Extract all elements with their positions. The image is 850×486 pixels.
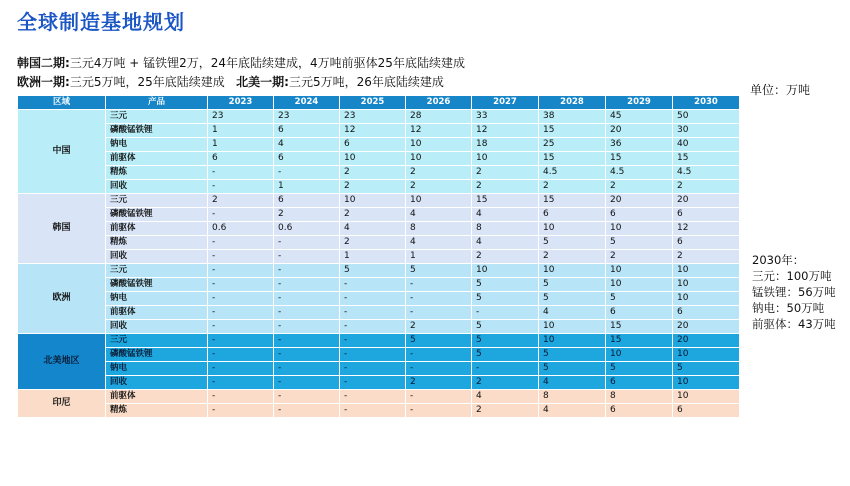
value-cell: 5	[406, 334, 472, 348]
value-cell: 1	[274, 180, 340, 194]
value-cell: 4	[274, 138, 340, 152]
value-cell: 2	[340, 208, 406, 222]
value-cell: 5	[406, 264, 472, 278]
value-cell: 10	[673, 390, 740, 404]
summary-line: 三元：100万吨	[752, 269, 832, 283]
header-year: 2023	[208, 96, 274, 110]
value-cell: 2	[673, 180, 740, 194]
value-cell: -	[208, 306, 274, 320]
value-cell: 10	[673, 278, 740, 292]
table-row	[18, 264, 740, 278]
table-row	[18, 348, 740, 362]
value-cell: 10	[539, 320, 606, 334]
value-cell: 5	[673, 362, 740, 376]
value-cell: -	[208, 250, 274, 264]
value-cell: 5	[472, 292, 539, 306]
unit-label: 单位：万吨	[750, 83, 811, 97]
value-cell: -	[406, 362, 472, 376]
value-cell: 2	[472, 180, 539, 194]
value-cell: -	[340, 306, 406, 320]
note-korea-label: 韩国二期:	[17, 56, 70, 70]
value-cell: 4	[539, 376, 606, 390]
value-cell: 8	[406, 222, 472, 236]
product-cell: 前驱体	[106, 306, 208, 320]
value-cell: -	[274, 390, 340, 404]
value-cell: -	[274, 404, 340, 418]
value-cell: 4	[406, 208, 472, 222]
header-year: 2027	[472, 96, 539, 110]
summary-2030	[752, 252, 836, 332]
product-cell: 前驱体	[106, 390, 208, 404]
header-product: 产品	[106, 96, 208, 110]
value-cell: -	[208, 334, 274, 348]
value-cell: -	[340, 320, 406, 334]
value-cell: 6	[673, 306, 740, 320]
value-cell: -	[406, 278, 472, 292]
value-cell: 30	[673, 124, 740, 138]
value-cell: -	[340, 292, 406, 306]
table-header-row	[18, 96, 740, 110]
value-cell: -	[406, 404, 472, 418]
product-cell: 回收	[106, 376, 208, 390]
value-cell: 12	[406, 124, 472, 138]
table-row	[18, 320, 740, 334]
value-cell: -	[274, 334, 340, 348]
value-cell: 23	[208, 110, 274, 124]
product-cell: 钠电	[106, 138, 208, 152]
product-cell: 三元	[106, 194, 208, 208]
value-cell: 6	[673, 236, 740, 250]
value-cell: 15	[673, 152, 740, 166]
value-cell: 2	[406, 320, 472, 334]
value-cell: 15	[606, 320, 673, 334]
value-cell: -	[208, 404, 274, 418]
value-cell: 2	[472, 166, 539, 180]
value-cell: 8	[539, 390, 606, 404]
value-cell: -	[274, 362, 340, 376]
value-cell: 23	[340, 110, 406, 124]
value-cell: 8	[472, 222, 539, 236]
value-cell: 33	[472, 110, 539, 124]
value-cell: 4	[472, 236, 539, 250]
value-cell: 6	[606, 208, 673, 222]
product-cell: 前驱体	[106, 152, 208, 166]
value-cell: 5	[539, 362, 606, 376]
value-cell: 4	[472, 208, 539, 222]
value-cell: -	[340, 278, 406, 292]
value-cell: 5	[606, 362, 673, 376]
value-cell: 12	[340, 124, 406, 138]
page-title: 全球制造基地规划	[17, 10, 185, 34]
value-cell: 6	[539, 208, 606, 222]
product-cell: 钠电	[106, 362, 208, 376]
value-cell: 10	[539, 222, 606, 236]
value-cell: -	[472, 306, 539, 320]
value-cell: 4	[340, 222, 406, 236]
table-row	[18, 138, 740, 152]
value-cell: -	[208, 320, 274, 334]
value-cell: 6	[208, 152, 274, 166]
value-cell: 28	[406, 110, 472, 124]
value-cell: 4	[406, 236, 472, 250]
value-cell: -	[274, 320, 340, 334]
product-cell: 精炼	[106, 166, 208, 180]
value-cell: 15	[539, 194, 606, 208]
value-cell: 20	[673, 320, 740, 334]
value-cell: 6	[340, 138, 406, 152]
value-cell: 4	[539, 404, 606, 418]
value-cell: 5	[472, 320, 539, 334]
product-cell: 三元	[106, 264, 208, 278]
value-cell: 2	[606, 180, 673, 194]
value-cell: -	[340, 362, 406, 376]
value-cell: 6	[606, 306, 673, 320]
value-cell: 1	[208, 124, 274, 138]
summary-line: 钠电：50万吨	[752, 301, 825, 315]
value-cell: 10	[673, 348, 740, 362]
note-europe-na-phase1	[17, 73, 444, 90]
product-cell: 回收	[106, 320, 208, 334]
value-cell: 2	[539, 250, 606, 264]
summary-line: 前驱体：43万吨	[752, 317, 836, 331]
value-cell: -	[340, 376, 406, 390]
value-cell: -	[274, 348, 340, 362]
value-cell: -	[340, 404, 406, 418]
note-europe-text: 三元5万吨，25年底陆续建成	[69, 75, 225, 89]
value-cell: 2	[340, 236, 406, 250]
product-cell: 磷酸锰铁锂	[106, 208, 208, 222]
value-cell: 6	[274, 194, 340, 208]
value-cell: 20	[673, 194, 740, 208]
value-cell: 5	[472, 348, 539, 362]
value-cell: 2	[208, 194, 274, 208]
value-cell: 12	[673, 222, 740, 236]
value-cell: -	[208, 376, 274, 390]
value-cell: -	[208, 180, 274, 194]
header-year: 2028	[539, 96, 606, 110]
note-na-label: 北美一期:	[236, 75, 289, 89]
value-cell: -	[340, 334, 406, 348]
value-cell: 6	[673, 404, 740, 418]
value-cell: 50	[673, 110, 740, 124]
note-europe-label: 欧洲一期:	[17, 75, 70, 89]
value-cell: 6	[673, 208, 740, 222]
value-cell: -	[208, 390, 274, 404]
table-row	[18, 236, 740, 250]
header-year: 2030	[673, 96, 740, 110]
value-cell: 10	[606, 348, 673, 362]
value-cell: 10	[606, 278, 673, 292]
table-row	[18, 180, 740, 194]
product-cell: 三元	[106, 110, 208, 124]
value-cell: 5	[539, 292, 606, 306]
value-cell: 5	[340, 264, 406, 278]
table-row	[18, 278, 740, 292]
value-cell: 4	[539, 306, 606, 320]
table-row	[18, 152, 740, 166]
value-cell: 2	[340, 166, 406, 180]
table-row	[18, 390, 740, 404]
value-cell: 2	[340, 180, 406, 194]
product-cell: 三元	[106, 334, 208, 348]
value-cell: 6	[606, 376, 673, 390]
product-cell: 精炼	[106, 236, 208, 250]
value-cell: 10	[673, 264, 740, 278]
value-cell: 12	[472, 124, 539, 138]
table-row	[18, 292, 740, 306]
value-cell: 10	[472, 264, 539, 278]
value-cell: -	[340, 348, 406, 362]
value-cell: 10	[539, 334, 606, 348]
value-cell: 1	[208, 138, 274, 152]
value-cell: 25	[539, 138, 606, 152]
value-cell: 10	[340, 194, 406, 208]
value-cell: 5	[472, 334, 539, 348]
table-row	[18, 376, 740, 390]
value-cell: 2	[472, 250, 539, 264]
value-cell: 15	[539, 152, 606, 166]
value-cell: 2	[274, 208, 340, 222]
value-cell: 2	[673, 250, 740, 264]
value-cell: 23	[274, 110, 340, 124]
value-cell: 2	[406, 180, 472, 194]
value-cell: -	[406, 306, 472, 320]
value-cell: 15	[606, 334, 673, 348]
value-cell: -	[208, 208, 274, 222]
value-cell: 15	[539, 124, 606, 138]
summary-title: 2030年：	[752, 253, 805, 267]
summary-line: 锰铁锂：56万吨	[752, 285, 836, 299]
value-cell: -	[274, 250, 340, 264]
table-row	[18, 362, 740, 376]
value-cell: -	[274, 292, 340, 306]
product-cell: 磷酸锰铁锂	[106, 124, 208, 138]
region-cell: 欧洲	[18, 264, 106, 334]
value-cell: -	[208, 362, 274, 376]
value-cell: 0.6	[208, 222, 274, 236]
product-cell: 钠电	[106, 292, 208, 306]
header-region: 区域	[18, 96, 106, 110]
value-cell: 2	[472, 404, 539, 418]
value-cell: 4.5	[606, 166, 673, 180]
value-cell: -	[274, 166, 340, 180]
value-cell: -	[406, 348, 472, 362]
value-cell: -	[208, 264, 274, 278]
product-cell: 精炼	[106, 404, 208, 418]
value-cell: 10	[673, 376, 740, 390]
product-cell: 回收	[106, 250, 208, 264]
value-cell: 6	[274, 152, 340, 166]
value-cell: -	[208, 236, 274, 250]
value-cell: 10	[406, 138, 472, 152]
table-row	[18, 334, 740, 348]
value-cell: 1	[406, 250, 472, 264]
product-cell: 前驱体	[106, 222, 208, 236]
value-cell: -	[274, 306, 340, 320]
value-cell: -	[274, 236, 340, 250]
region-cell: 中国	[18, 110, 106, 194]
table-row	[18, 110, 740, 124]
value-cell: 15	[606, 152, 673, 166]
value-cell: 6	[606, 404, 673, 418]
capacity-table	[17, 95, 740, 418]
header-year: 2025	[340, 96, 406, 110]
value-cell: 10	[606, 222, 673, 236]
value-cell: -	[208, 166, 274, 180]
value-cell: -	[274, 264, 340, 278]
value-cell: -	[406, 292, 472, 306]
value-cell: 1	[340, 250, 406, 264]
table-row	[18, 208, 740, 222]
product-cell: 磷酸锰铁锂	[106, 278, 208, 292]
value-cell: 10	[406, 194, 472, 208]
header-year: 2024	[274, 96, 340, 110]
region-cell: 印尼	[18, 390, 106, 418]
header-year: 2029	[606, 96, 673, 110]
value-cell: -	[406, 390, 472, 404]
value-cell: 5	[539, 236, 606, 250]
value-cell: -	[208, 292, 274, 306]
value-cell: 5	[539, 278, 606, 292]
value-cell: 20	[606, 194, 673, 208]
value-cell: 40	[673, 138, 740, 152]
value-cell: 5	[472, 278, 539, 292]
value-cell: 6	[274, 124, 340, 138]
table-row	[18, 124, 740, 138]
value-cell: 10	[539, 264, 606, 278]
note-korea-text: 三元4万吨 + 锰铁锂2万，24年底陆续建成，4万吨前驱体25年底陆续建成	[69, 56, 465, 70]
region-cell: 韩国	[18, 194, 106, 264]
value-cell: 2	[472, 376, 539, 390]
product-cell: 磷酸锰铁锂	[106, 348, 208, 362]
header-year: 2026	[406, 96, 472, 110]
value-cell: 0.6	[274, 222, 340, 236]
value-cell: 5	[606, 236, 673, 250]
value-cell: 5	[539, 348, 606, 362]
value-cell: 4.5	[673, 166, 740, 180]
value-cell: 8	[606, 390, 673, 404]
value-cell: 10	[406, 152, 472, 166]
note-na-text: 三元5万吨，26年底陆续建成	[288, 75, 444, 89]
table-row	[18, 194, 740, 208]
value-cell: 18	[472, 138, 539, 152]
product-cell: 回收	[106, 180, 208, 194]
value-cell: 45	[606, 110, 673, 124]
table-row	[18, 250, 740, 264]
value-cell: -	[274, 278, 340, 292]
table-row	[18, 306, 740, 320]
value-cell: -	[274, 376, 340, 390]
value-cell: 36	[606, 138, 673, 152]
table-row	[18, 222, 740, 236]
value-cell: 10	[472, 152, 539, 166]
value-cell: -	[472, 362, 539, 376]
table-row	[18, 166, 740, 180]
value-cell: -	[208, 278, 274, 292]
value-cell: 2	[539, 180, 606, 194]
value-cell: 15	[472, 194, 539, 208]
value-cell: 38	[539, 110, 606, 124]
value-cell: 10	[340, 152, 406, 166]
value-cell: 20	[606, 124, 673, 138]
region-cell: 北美地区	[18, 334, 106, 390]
table-row	[18, 404, 740, 418]
value-cell: 2	[406, 376, 472, 390]
value-cell: 10	[606, 264, 673, 278]
value-cell: 5	[606, 292, 673, 306]
value-cell: 10	[673, 292, 740, 306]
value-cell: 4	[472, 390, 539, 404]
value-cell: -	[340, 390, 406, 404]
value-cell: 2	[606, 250, 673, 264]
value-cell: 20	[673, 334, 740, 348]
value-cell: -	[208, 348, 274, 362]
value-cell: 4.5	[539, 166, 606, 180]
note-korea-phase2	[17, 54, 465, 71]
value-cell: 2	[406, 166, 472, 180]
